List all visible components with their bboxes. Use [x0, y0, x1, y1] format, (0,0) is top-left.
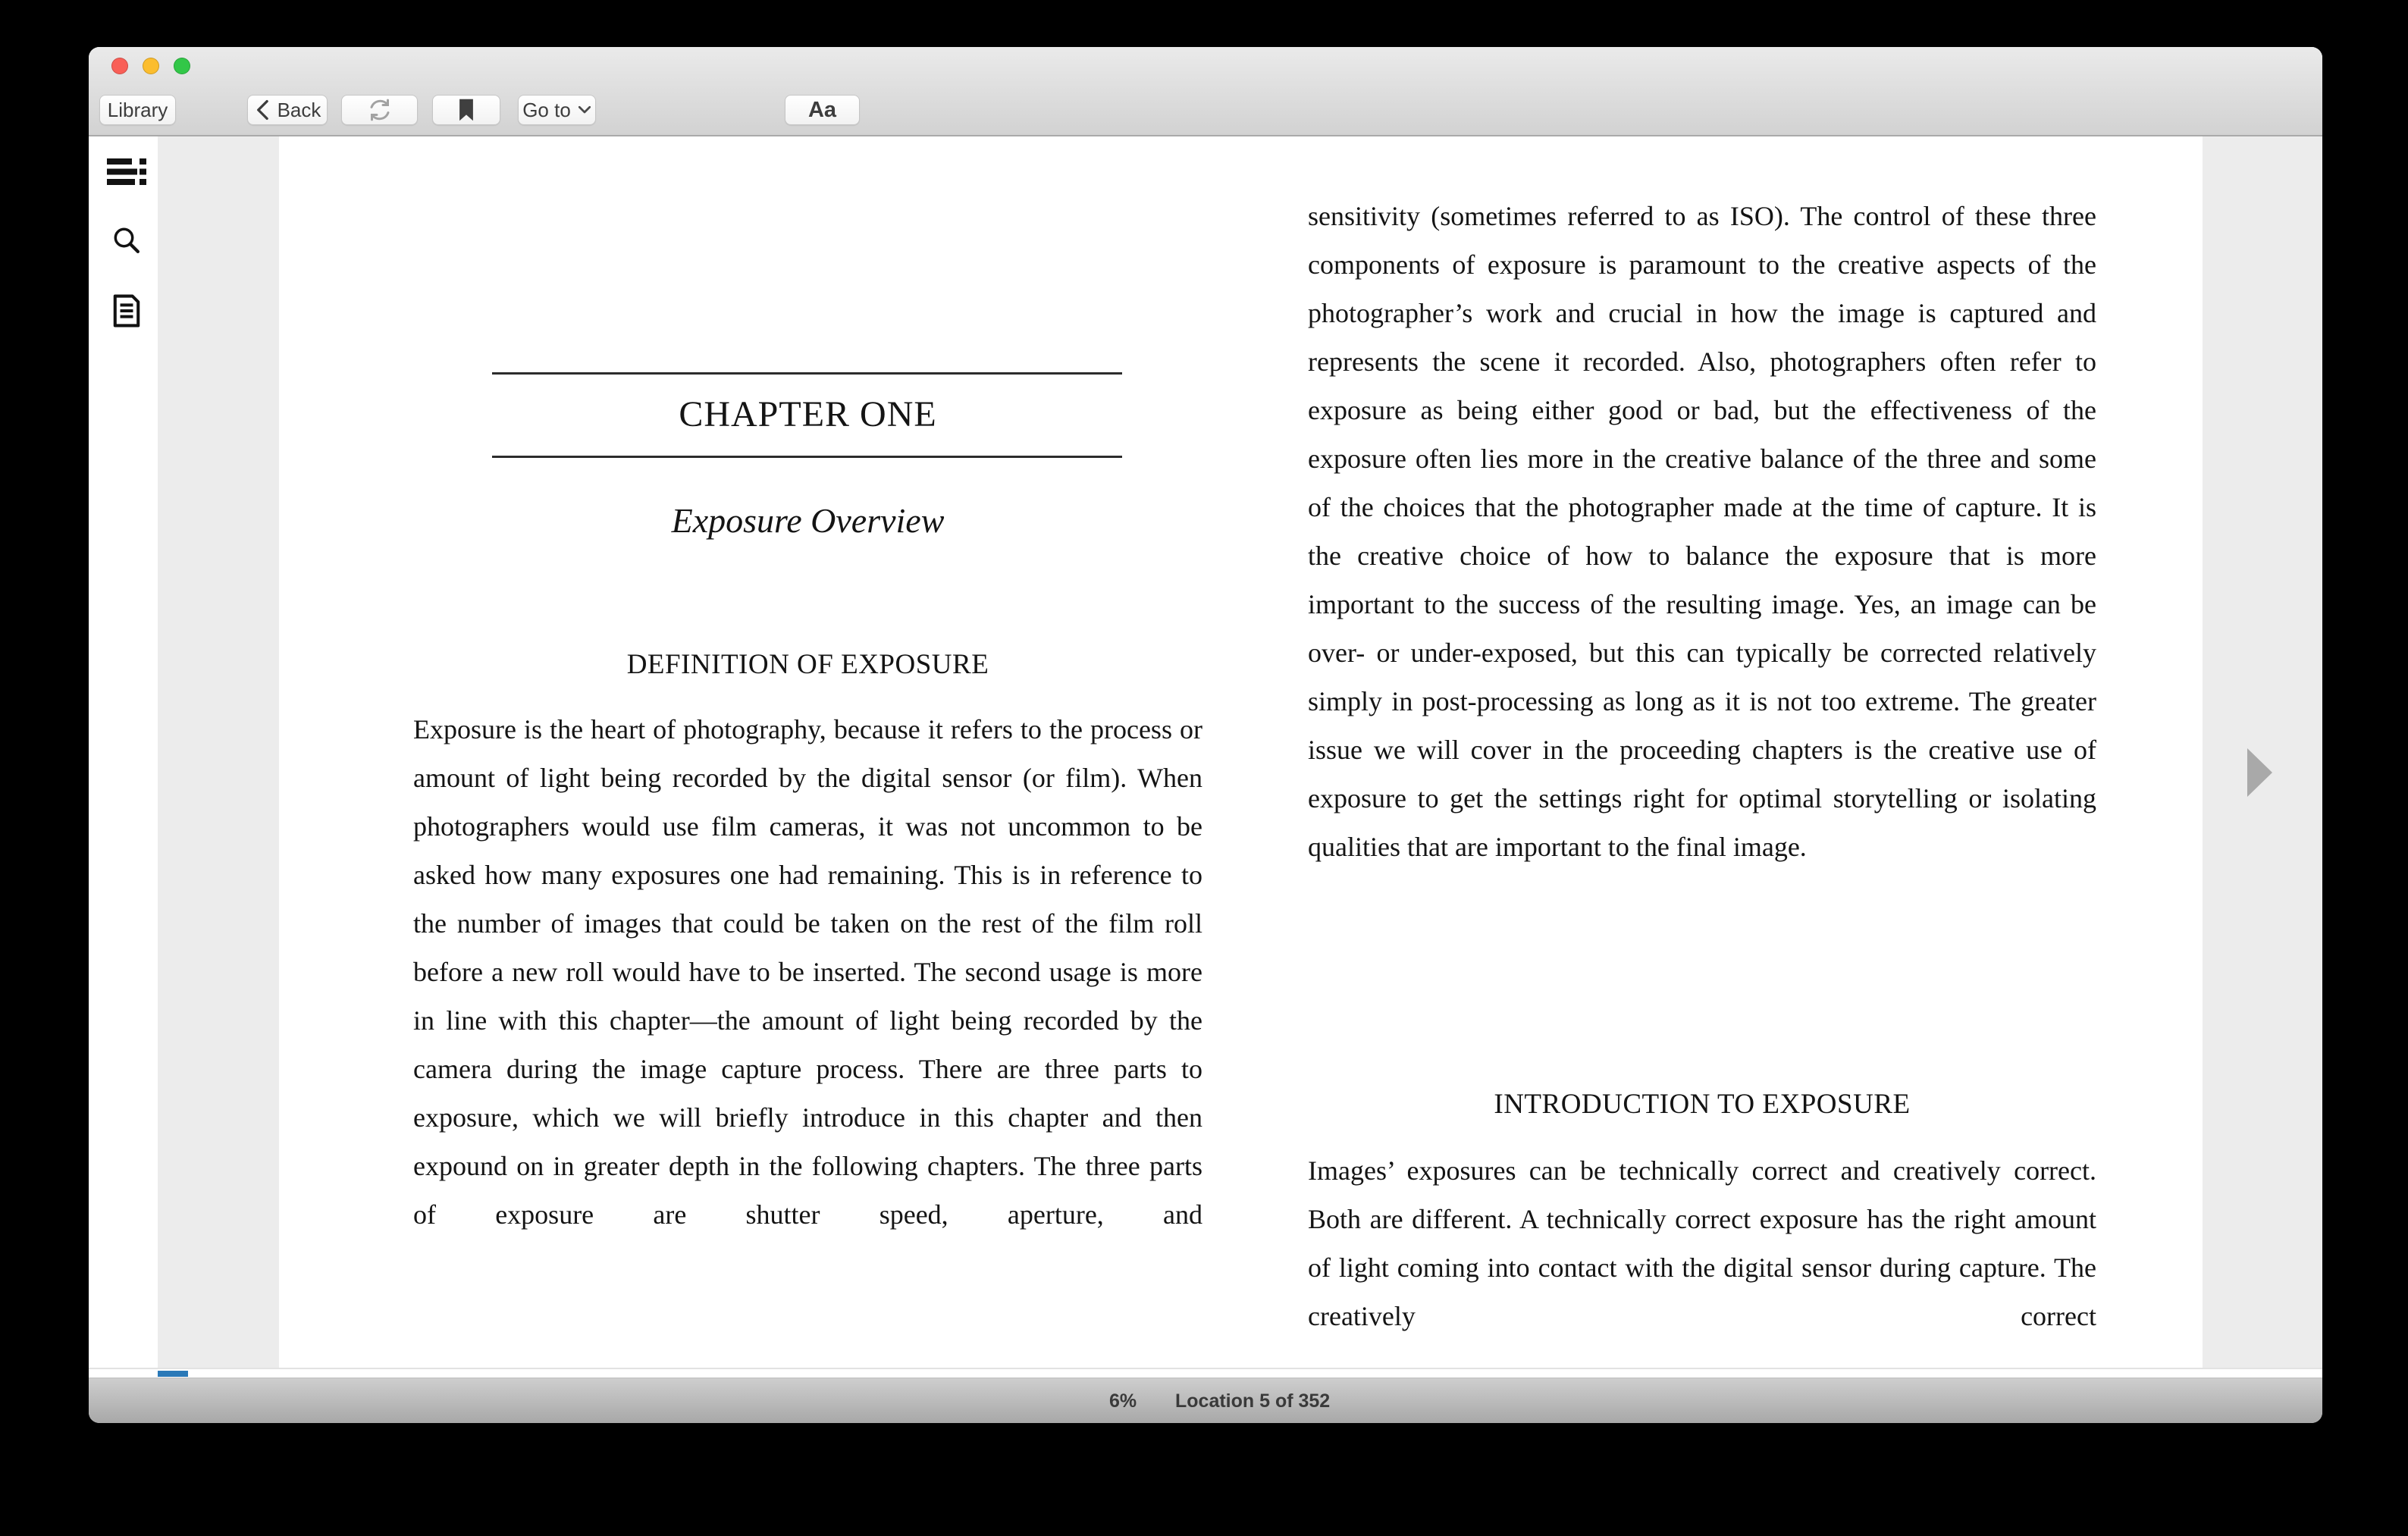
- body-paragraph: sensitivity (sometimes referred to as ISO). The control of these three components of exposure is paramount to the creative aspects of the photographer’s work and crucial in how the image is captured and represents the scene it recorded. Also, photographers often refer to exposure as being either good or bad, but the effectiveness of the exposure often lies more in the creative balance of the three and some of the choices that the photographer made at the time of capture. It is the creative choice of how to balance the exposure that is more important to the success of the resulting image. Yes, an image can be over- or under-exposed, but this can typically be corrected relatively simply in post-processing as long as it is not too extreme. The greater issue we will cover in the proceeding chapters is the creative use of exposure to get the settings right for optimal storytelling or isolating qualities that are important to the final image.: [1308, 201, 2096, 862]
- back-button-label: Back: [277, 98, 321, 121]
- font-settings-label: Aa: [807, 97, 837, 122]
- chapter-subtitle: Exposure Overview: [671, 501, 945, 540]
- goto-button-label: Go to: [522, 98, 571, 121]
- font-settings-button[interactable]: [785, 95, 860, 125]
- table-of-contents-icon: [107, 158, 146, 189]
- chapter-rule-top: [492, 372, 1122, 375]
- search-button[interactable]: [107, 224, 146, 259]
- back-button[interactable]: [247, 95, 328, 125]
- sidebar: [89, 136, 158, 1368]
- location-indicator: Location 5 of 352: [1175, 1390, 1331, 1412]
- minimize-button[interactable]: [143, 58, 159, 74]
- bookmark-icon: [456, 98, 476, 122]
- table-of-contents-button[interactable]: [107, 156, 146, 191]
- goto-button[interactable]: [518, 95, 596, 125]
- reading-progress-thumb[interactable]: [158, 1371, 188, 1377]
- window-controls: [111, 58, 190, 74]
- status-bar: [89, 1378, 2322, 1423]
- close-button[interactable]: [111, 58, 128, 74]
- toolbar: [89, 47, 2322, 136]
- chapter-title: CHAPTER ONE: [679, 394, 937, 434]
- reading-progress-track[interactable]: [89, 1368, 2322, 1378]
- chapter-rule-bottom: [492, 456, 1122, 458]
- library-button[interactable]: [99, 95, 176, 125]
- notebook-button[interactable]: [107, 295, 146, 330]
- right-column: [1308, 136, 2096, 1368]
- book-page: [279, 136, 2203, 1368]
- section-heading-introduction: INTRODUCTION TO EXPOSURE: [1494, 1089, 1911, 1120]
- next-page-arrow[interactable]: [2247, 748, 2272, 797]
- sync-icon: [366, 96, 393, 124]
- body-paragraph: Images’ exposures can be technically correct and creatively correct. Both are different. A technically correct exposure has the right amount of light coming into contact with the digital sensor during capture. The creatively correct: [1308, 1155, 2096, 1331]
- body-paragraph: Exposure is the heart of photography, because it refers to the process or amount of light being recorded by the digital sensor (or film). When photographers would use film cameras, it was not uncommon to be asked how many exposures one had remaining. This is in reference to the number of images that could be taken on the rest of the film roll before a new roll would have to be inserted. The second usage is more in line with this chapter—the amount of light being recorded by the camera during the image capture process. There are three parts to exposure, which we will briefly introduce in this chapter and then expound on in greater depth in the following chapters. The three parts of exposure are shutter speed, aperture, and: [413, 714, 1202, 1230]
- notebook-icon: [112, 294, 141, 331]
- library-button-label: Library: [107, 98, 168, 121]
- zoom-button[interactable]: [174, 58, 190, 74]
- bookmark-button[interactable]: [432, 95, 500, 125]
- left-column: [413, 136, 1202, 1368]
- sync-button[interactable]: [341, 95, 418, 125]
- chevron-down-icon: [578, 105, 591, 115]
- section-heading-definition: DEFINITION OF EXPOSURE: [626, 649, 989, 680]
- percent-read: 6%: [1109, 1390, 1137, 1412]
- search-icon: [111, 224, 143, 260]
- reader-window: [89, 47, 2322, 1423]
- reader-area: [89, 136, 2322, 1368]
- chevron-left-icon: [254, 99, 271, 121]
